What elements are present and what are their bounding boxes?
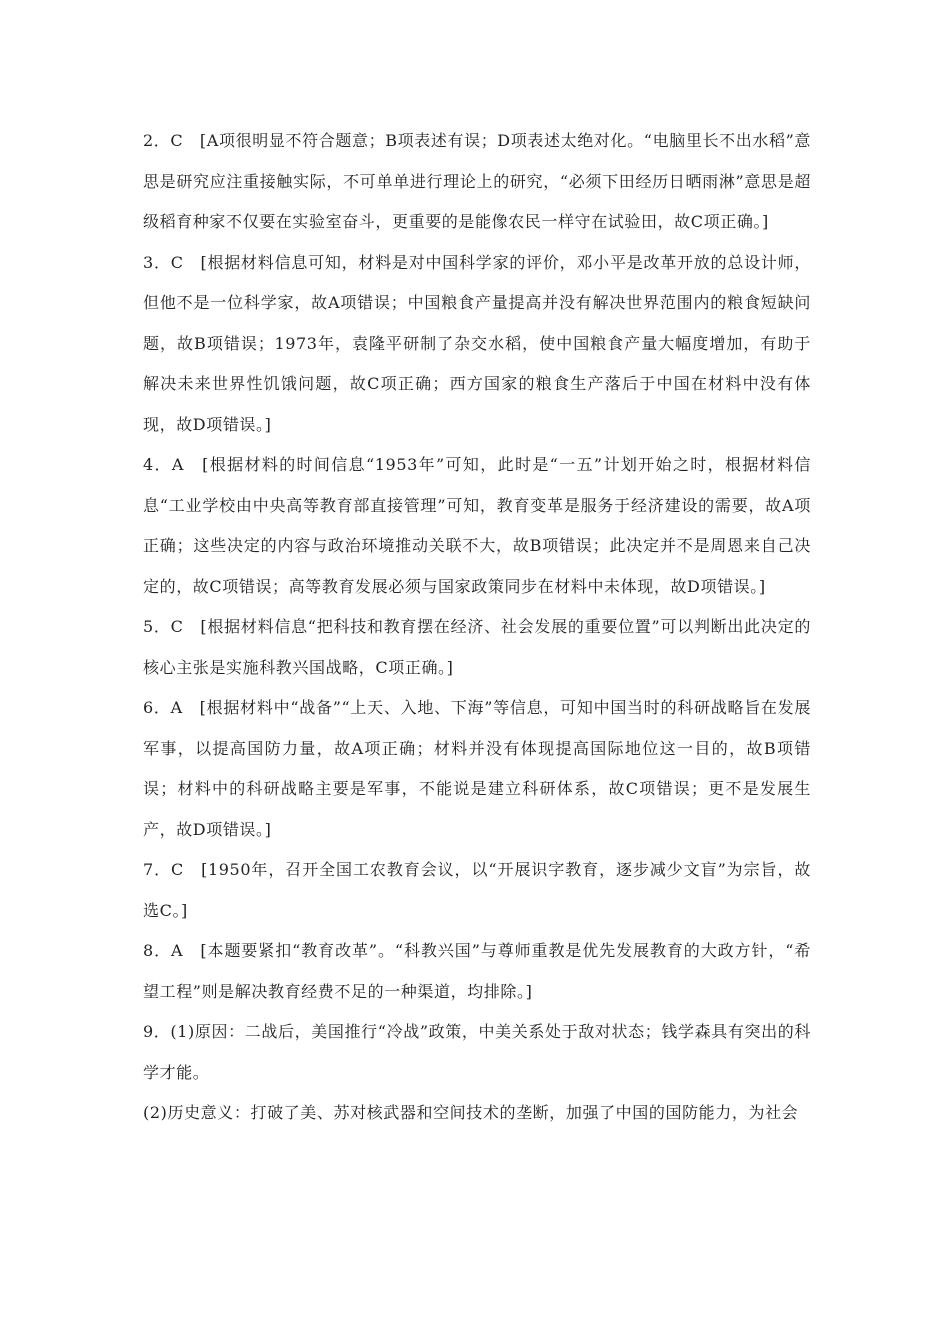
answer-5: 5．C [根据材料信息“把科技和教育摆在经济、社会发展的重要位置”可以判断出此决定的核心主张是实施科教兴国战略，C项正确。] bbox=[143, 617, 811, 677]
answer-7: 7．C [1950年，召开全国工农教育会议，以“开展识字教育，逐步减少文盲”为宗旨，故选C。] bbox=[143, 860, 811, 920]
answer-3: 3．C [根据材料信息可知，材料是对中国科学家的评价，邓小平是改革开放的总设计师，但他不是一位科学家，故A项错误；中国粮食产量提高并没有解决世界范围内的粮食短缺问题，故B项错误；1973年，袁隆平研制了杂交水稻，使中国粮食产量大幅度增加，有助于解决未来世界性饥饿问题，故C项正确；西方国家的粮食生产落后于中国在材料中没有体现，故D项错误。] bbox=[143, 252, 811, 434]
answer-9-part-1: 9．(1)原因：二战后，美国推行“冷战”政策，中美关系处于敌对状态；钱学森具有突出的科学才能。 bbox=[143, 1022, 811, 1082]
answer-4: 4．A [根据材料的时间信息“1953年”可知，此时是“一五”计划开始之时，根据材料信息“工业学校由中央高等教育部直接管理”可知，教育变革是服务于经济建设的需要，故A项正确；这些决定的内容与政治环境推动关联不大，故B项错误；此决定并不是周恩来自己决定的，故C项错误；高等教育发展必须与国家政策同步在材料中未体现，故D项错误。] bbox=[143, 455, 811, 596]
answer-2: 2．C [A项很明显不符合题意；B项表述有误；D项表述太绝对化。“电脑里长不出水稻”意思是研究应注重接触实际，不可单单进行理论上的研究，“必须下田经历日晒雨淋”意思是超级稻育种家不仅要在实验室奋斗，更重要的是能像农民一样守在试验田，故C项正确。] bbox=[143, 131, 811, 231]
answer-8: 8．A [本题要紧扣“教育改革”。“科教兴国”与尊师重教是优先发展教育的大政方针，“希望工程”则是解决教育经费不足的一种渠道，均排除。] bbox=[143, 941, 811, 1001]
answer-9-part-2: (2)历史意义：打破了美、苏对核武器和空间技术的垄断，加强了中国的国防能力，为社会 bbox=[143, 1103, 799, 1122]
answer-6: 6．A [根据材料中“战备”“上天、入地、下海”等信息，可知中国当时的科研战略旨在发展军事，以提高国防力量，故A项正确；材料并没有体现提高国际地位这一目的，故B项错误；材料中的科研战略主要是军事，不能说是建立科研体系，故C项错误；更不是发展生产，故D项错误。] bbox=[143, 698, 811, 839]
answer-list bbox=[143, 121, 811, 1134]
